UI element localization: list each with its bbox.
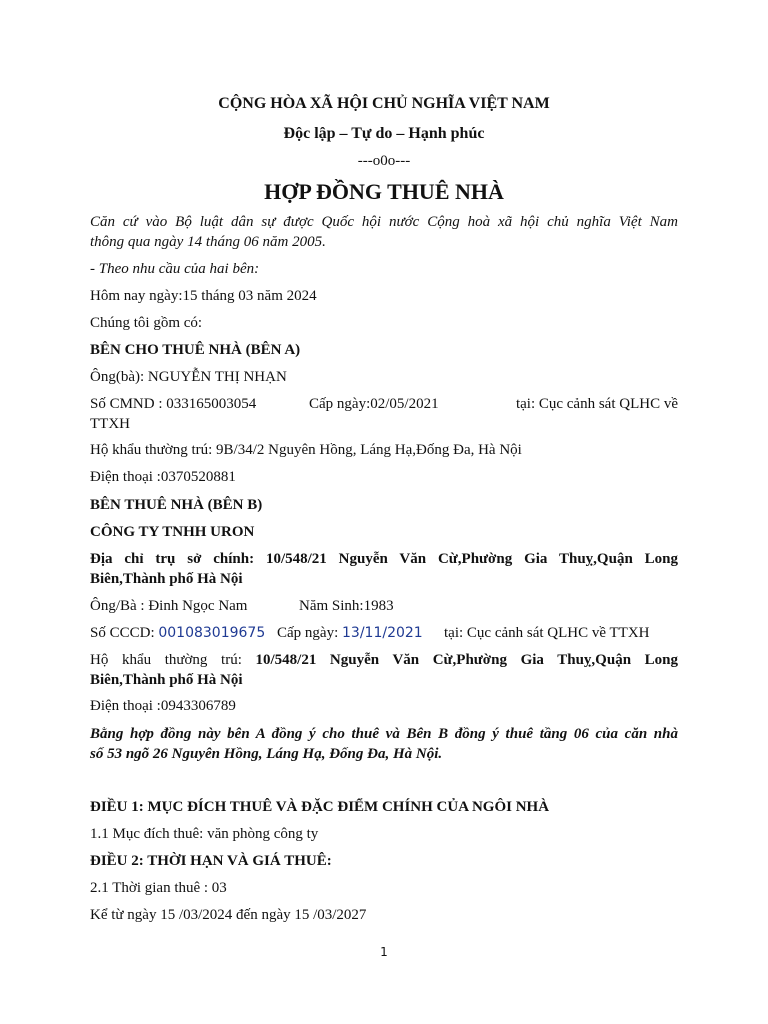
party-b-issue-value: 13/11/2021: [342, 625, 423, 641]
party-a-phone: Điện thoại :0370520881: [90, 469, 236, 485]
party-b-birth-year: Năm Sinh:1983: [299, 598, 394, 614]
agreement-line1: Bằng hợp đồng này bên A đồng ý cho thuê và Bên B đồng ý thuê tầng 06 của căn nhà: [90, 726, 678, 742]
article2-heading: ĐIỀU 2: THỜI HẠN VÀ GIÁ THUÊ:: [90, 853, 332, 869]
party-b-residence-line1: [90, 650, 678, 670]
party-a-id-issue-date: Cấp ngày:02/05/2021: [309, 396, 439, 412]
party-a-heading: BÊN CHO THUÊ NHÀ (BÊN A): [90, 342, 301, 358]
party-a-id-issue-place: tại: Cục cảnh sát QLHC về: [515, 396, 678, 412]
agreement-line2: số 53 ngõ 26 Nguyên Hồng, Láng Hạ, Đống Đa, Hà Nội.: [90, 746, 443, 762]
party-b-phone: Điện thoại :0943306789: [90, 698, 236, 714]
motto-heading: Độc lập – Tự do – Hạnh phúc: [283, 125, 485, 142]
party-b-address-line1: Địa chỉ trụ sở chính: 10/548/21 Nguyễn Văn Cừ,Phường Gia Thuỵ,Quận Long: [90, 551, 678, 567]
needs-text: - Theo nhu cầu của hai bên:: [90, 261, 260, 277]
article2-period: Kể từ ngày 15 /03/2024 đến ngày 15 /03/2027: [90, 907, 367, 923]
party-b-heading: BÊN THUÊ NHÀ (BÊN B): [90, 497, 263, 513]
party-b-issue-label: Cấp ngày:: [277, 625, 342, 641]
party-a-residence: Hộ khẩu thường trú: 9B/34/2 Nguyên Hồng, Láng Hạ,Đống Đa, Hà Nội: [90, 442, 522, 458]
header-divider: ---o0o---: [357, 153, 411, 169]
party-b-issue-row: [277, 623, 423, 643]
legal-basis-line1: Căn cứ vào Bộ luật dân sự được Quốc hội nước Cộng hoà xã hội chủ nghĩa Việt Nam: [90, 214, 678, 230]
party-b-company: CÔNG TY TNHH URON: [90, 524, 255, 540]
party-b-residence-value: 10/548/21 Nguyễn Văn Cừ,Phường Gia Thuỵ,Quận Long: [255, 652, 678, 668]
party-b-address-line2: Biên,Thành phố Hà Nội: [90, 571, 243, 587]
party-b-cccd-value: 001083019675: [158, 625, 266, 641]
party-b-issue-place: tại: Cục cảnh sát QLHC về TTXH: [444, 625, 650, 641]
party-b-cccd-label: Số CCCD:: [90, 625, 159, 641]
today-text: Hôm nay ngày:15 tháng 03 năm 2024: [90, 288, 317, 304]
article1-purpose: 1.1 Mục đích thuê: văn phòng công ty: [90, 826, 319, 842]
party-b-cccd-row: [90, 623, 265, 643]
party-b-residence-line2: Biên,Thành phố Hà Nội: [90, 672, 243, 688]
party-a-id-issue-place-cont: TTXH: [90, 416, 130, 432]
document-title: HỢP ĐỒNG THUÊ NHÀ: [264, 179, 504, 204]
legal-basis-line2: thông qua ngày 14 tháng 06 năm 2005.: [90, 234, 326, 250]
country-heading: CỘNG HÒA XÃ HỘI CHỦ NGHĨA VIỆT NAM: [218, 95, 550, 112]
party-a-name: Ông(bà): NGUYỄN THỊ NHẠN: [90, 369, 287, 385]
article1-heading: ĐIỀU 1: MỤC ĐÍCH THUÊ VÀ ĐẶC ĐIỂM CHÍNH CỦA NGÔI NHÀ: [90, 799, 550, 815]
party-a-id-number: Số CMND : 033165003054: [90, 396, 257, 412]
article2-term: 2.1 Thời gian thuê : 03: [90, 880, 227, 896]
page-number: 1: [380, 945, 388, 959]
we-include-text: Chúng tôi gồm có:: [90, 315, 203, 331]
party-b-residence-label: Hộ khẩu thường trú:: [90, 652, 256, 668]
party-b-representative: Ông/Bà : Đinh Ngọc Nam: [90, 598, 248, 614]
